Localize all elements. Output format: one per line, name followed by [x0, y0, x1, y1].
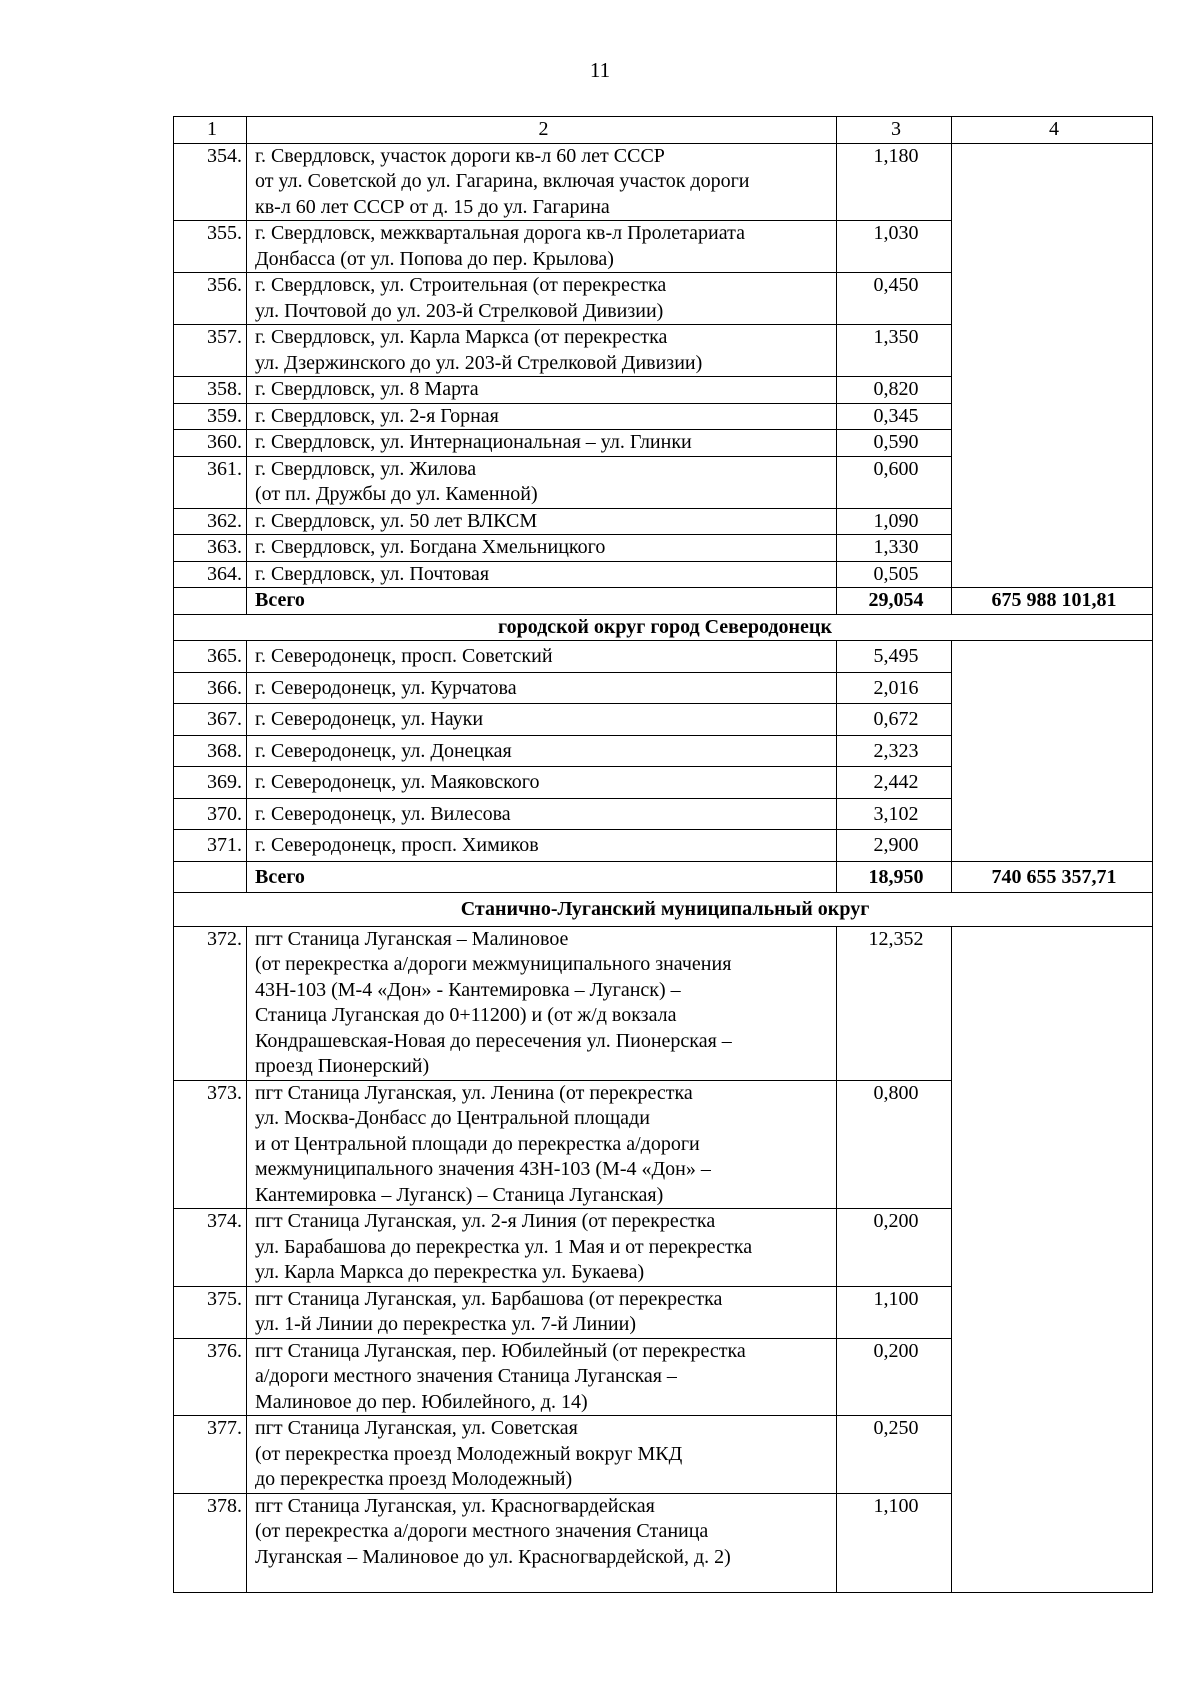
- description-line: г. Северодонецк, ул. Науки: [255, 708, 484, 730]
- road-description: [247, 830, 837, 862]
- total-number-cell: [174, 861, 247, 893]
- row-number: 371.: [174, 830, 247, 862]
- description-line: г. Свердловск, ул. 50 лет ВЛКСМ: [255, 509, 538, 532]
- row-number: 363.: [174, 535, 247, 562]
- row-number: 378.: [174, 1493, 247, 1593]
- row-number: 368.: [174, 735, 247, 767]
- header-cell-1: 1: [174, 117, 247, 144]
- total-row: [174, 588, 1153, 615]
- description-line: и от Центральной площади до перекрестка а/дороги: [255, 1132, 700, 1155]
- description-line: Малиновое до пер. Юбилейного, д. 14): [255, 1390, 588, 1413]
- description-line: пгт Станица Луганская, ул. Советская: [255, 1417, 578, 1439]
- description-line: пгт Станица Луганская, пер. Юбилейный (от перекрестка: [255, 1339, 746, 1362]
- row-number: 370.: [174, 798, 247, 830]
- road-length: 0,820: [837, 377, 952, 404]
- row-number: 354.: [174, 143, 247, 221]
- description-line: до перекрестка проезд Молодежный): [255, 1468, 573, 1490]
- section-title: Станично-Луганский муниципальный округ: [174, 893, 1153, 927]
- table-header-row: [174, 117, 1153, 144]
- row-number: 367.: [174, 704, 247, 736]
- table-row: [174, 926, 1153, 1080]
- total-sum: 740 655 357,71: [952, 861, 1153, 893]
- description-line: г. Свердловск, ул. Карла Маркса (от перекрестка: [255, 326, 668, 348]
- road-length: 1,330: [837, 535, 952, 562]
- description-line: пгт Станица Луганская, ул. Ленина (от перекрестка: [255, 1081, 693, 1104]
- description-line: г. Северодонецк, просп. Химиков: [255, 834, 539, 856]
- road-description: [247, 430, 837, 457]
- road-description: [247, 1493, 837, 1593]
- description-line: 43Н-103 (М-4 «Дон» - Кантемировка – Луганск) –: [255, 978, 681, 1001]
- row-number: 366.: [174, 672, 247, 704]
- description-line: ул. Карла Маркса до перекрестка ул. Букаева): [255, 1261, 645, 1283]
- header-cell-2: 2: [247, 117, 837, 144]
- road-length: 2,442: [837, 767, 952, 799]
- description-line: кв-л 60 лет СССР от д. 15 до ул. Гагарина: [255, 195, 610, 218]
- road-description: [247, 672, 837, 704]
- road-description: [247, 561, 837, 588]
- road-length: 0,450: [837, 273, 952, 325]
- road-length: 1,100: [837, 1493, 952, 1593]
- description-line: г. Свердловск, ул. Почтовая: [255, 562, 490, 585]
- amount-cell-merged: [952, 926, 1153, 1593]
- description-line: Кондрашевская-Новая до пересечения ул. Пионерская –: [255, 1029, 732, 1052]
- header-cell-4: 4: [952, 117, 1153, 144]
- description-line: от ул. Советской до ул. Гагарина, включая участок дороги: [255, 170, 750, 192]
- row-number: 372.: [174, 926, 247, 1080]
- road-description: [247, 456, 837, 508]
- road-length: 0,200: [837, 1338, 952, 1416]
- description-line: г. Свердловск, участок дороги кв-л 60 лет СССР: [255, 144, 665, 167]
- description-line: г. Свердловск, ул. Строительная (от перекрестка: [255, 274, 667, 296]
- road-description: [247, 641, 837, 673]
- road-description: [247, 1416, 837, 1494]
- road-description: [247, 798, 837, 830]
- section-header-row: [174, 614, 1153, 641]
- row-number: 365.: [174, 641, 247, 673]
- section-title: городской округ город Северодонецк: [174, 614, 1153, 641]
- description-line: ул. Москва-Донбасс до Центральной площади: [255, 1107, 650, 1129]
- amount-cell-merged: [952, 641, 1153, 862]
- description-line: г. Северодонецк, ул. Курчатова: [255, 676, 517, 699]
- description-line: пгт Станица Луганская, ул. Барбашова (от перекрестка: [255, 1287, 723, 1310]
- road-description: [247, 1209, 837, 1287]
- road-length: 0,590: [837, 430, 952, 457]
- row-number: 355.: [174, 221, 247, 273]
- road-length: 1,180: [837, 143, 952, 221]
- description-line: (от перекрестка проезд Молодежный вокруг МКД: [255, 1442, 683, 1465]
- description-line: (от пл. Дружбы до ул. Каменной): [255, 483, 538, 505]
- road-description: [247, 377, 837, 404]
- description-line: г. Свердловск, межквартальная дорога кв-л Пролетариата: [255, 222, 745, 244]
- road-description: [247, 1080, 837, 1209]
- road-description: [247, 704, 837, 736]
- total-label: Всего: [247, 861, 837, 893]
- row-number: 364.: [174, 561, 247, 588]
- total-sum: 675 988 101,81: [952, 588, 1153, 615]
- description-line: г. Свердловск, ул. 8 Марта: [255, 378, 479, 400]
- road-description: [247, 325, 837, 377]
- row-number: 376.: [174, 1338, 247, 1416]
- road-length: 2,016: [837, 672, 952, 704]
- road-length: 0,672: [837, 704, 952, 736]
- description-line: межмуниципального значения 43Н-103 (М-4 «Дон» –: [255, 1158, 711, 1180]
- road-description: [247, 926, 837, 1080]
- description-line: Кантемировка – Луганск) – Станица Луганская): [255, 1183, 664, 1206]
- road-description: [247, 508, 837, 535]
- total-length: 29,054: [837, 588, 952, 615]
- description-line: ул. 1-й Линии до перекрестка ул. 7-й Линии): [255, 1313, 636, 1335]
- description-line: (от перекрестка а/дороги местного значения Станица: [255, 1520, 709, 1542]
- road-length: 1,030: [837, 221, 952, 273]
- row-number: 358.: [174, 377, 247, 404]
- road-length: 5,495: [837, 641, 952, 673]
- road-length: 0,345: [837, 403, 952, 430]
- description-line: г. Свердловск, ул. Богдана Хмельницкого: [255, 536, 606, 558]
- road-length: 0,250: [837, 1416, 952, 1494]
- row-number: 374.: [174, 1209, 247, 1287]
- description-line: г. Свердловск, ул. Интернациональная – ул. Глинки: [255, 431, 692, 453]
- description-line: г. Свердловск, ул. 2-я Горная: [255, 404, 499, 427]
- total-length: 18,950: [837, 861, 952, 893]
- description-line: ул. Дзержинского до ул. 203-й Стрелковой Дивизии): [255, 351, 703, 374]
- total-number-cell: [174, 588, 247, 615]
- road-length: 1,090: [837, 508, 952, 535]
- road-description: [247, 1338, 837, 1416]
- description-line: Донбасса (от ул. Попова до пер. Крылова): [255, 247, 614, 270]
- roads-table-body: [174, 117, 1153, 1593]
- description-line: ул. Почтовой до ул. 203-й Стрелковой Дивизии): [255, 299, 664, 322]
- description-line: г. Северодонецк, ул. Вилесова: [255, 802, 511, 825]
- description-line: ул. Барабашова до перекрестка ул. 1 Мая и от перекрестка: [255, 1235, 753, 1258]
- amount-cell-merged: [952, 143, 1153, 588]
- page-number: 11: [589, 58, 611, 82]
- description-line: г. Северодонецк, ул. Донецкая: [255, 739, 512, 762]
- road-description: [247, 1286, 837, 1338]
- table-row: [174, 641, 1153, 673]
- road-description: [247, 403, 837, 430]
- description-line: Луганская – Малиновое до ул. Красногвардейской, д. 2): [255, 1545, 731, 1568]
- description-line: Станица Луганская до 0+11200) и (от ж/д вокзала: [255, 1004, 677, 1026]
- header-cell-3: 3: [837, 117, 952, 144]
- road-length: 0,200: [837, 1209, 952, 1287]
- road-length: 2,323: [837, 735, 952, 767]
- row-number: 373.: [174, 1080, 247, 1209]
- row-number: 377.: [174, 1416, 247, 1494]
- road-length: 12,352: [837, 926, 952, 1080]
- description-line: г. Северодонецк, просп. Советский: [255, 645, 553, 667]
- road-length: 0,800: [837, 1080, 952, 1209]
- road-description: [247, 273, 837, 325]
- road-length: 1,100: [837, 1286, 952, 1338]
- road-description: [247, 535, 837, 562]
- road-length: 2,900: [837, 830, 952, 862]
- road-description: [247, 735, 837, 767]
- road-length: 0,600: [837, 456, 952, 508]
- road-length: 3,102: [837, 798, 952, 830]
- description-line: проезд Пионерский): [255, 1055, 430, 1077]
- row-number: 362.: [174, 508, 247, 535]
- row-number: 375.: [174, 1286, 247, 1338]
- section-header-row: [174, 893, 1153, 927]
- table-row: [174, 143, 1153, 221]
- total-row: [174, 861, 1153, 893]
- roads-table: [173, 116, 1153, 1593]
- description-line: (от перекрестка а/дороги межмуниципального значения: [255, 953, 732, 975]
- description-line: а/дороги местного значения Станица Луганская –: [255, 1365, 677, 1387]
- road-length: 1,350: [837, 325, 952, 377]
- road-description: [247, 221, 837, 273]
- description-line: пгт Станица Луганская – Малиновое: [255, 927, 569, 950]
- description-line: г. Северодонецк, ул. Маяковского: [255, 771, 540, 793]
- row-number: 357.: [174, 325, 247, 377]
- row-number: 361.: [174, 456, 247, 508]
- row-number: 359.: [174, 403, 247, 430]
- road-description: [247, 767, 837, 799]
- row-number: 360.: [174, 430, 247, 457]
- road-description: [247, 143, 837, 221]
- description-line: пгт Станица Луганская, ул. 2-я Линия (от перекрестка: [255, 1210, 716, 1232]
- description-line: пгт Станица Луганская, ул. Красногвардейская: [255, 1494, 655, 1517]
- row-number: 356.: [174, 273, 247, 325]
- total-label: Всего: [247, 588, 837, 615]
- road-length: 0,505: [837, 561, 952, 588]
- row-number: 369.: [174, 767, 247, 799]
- description-line: г. Свердловск, ул. Жилова: [255, 457, 477, 480]
